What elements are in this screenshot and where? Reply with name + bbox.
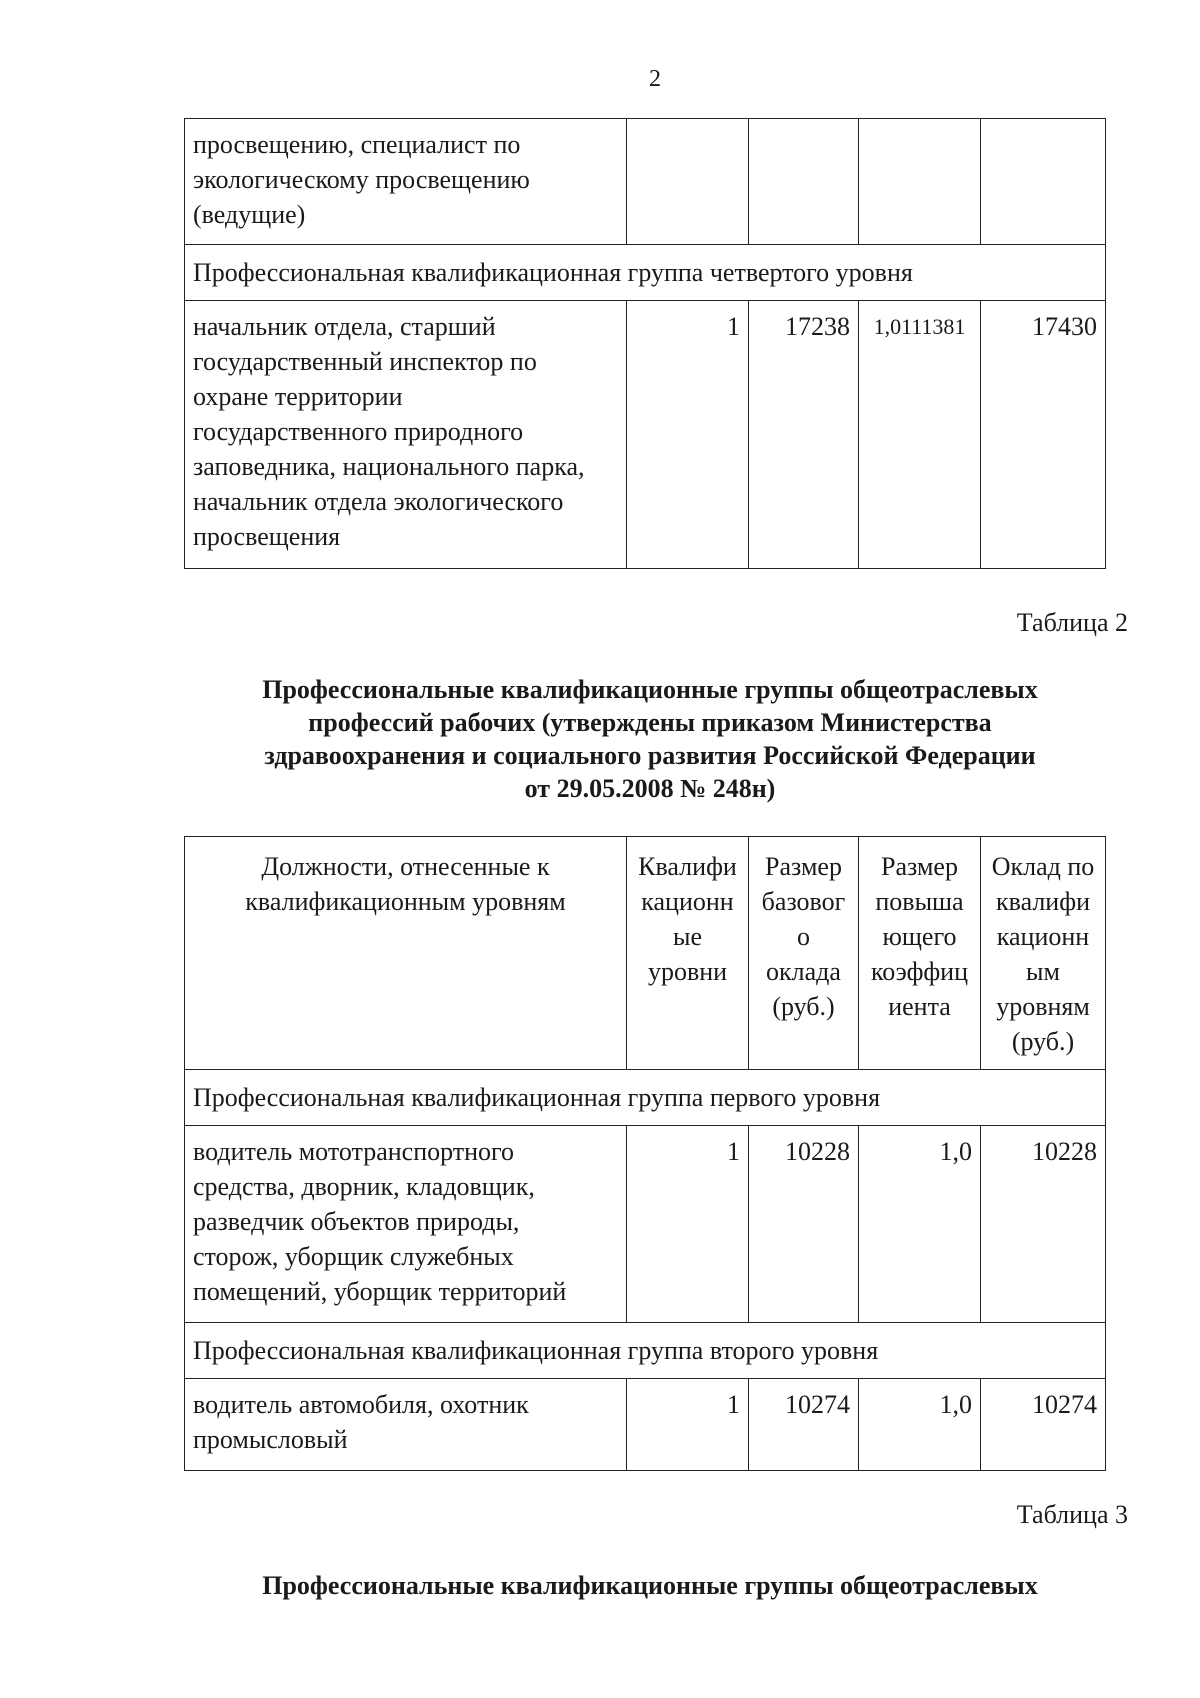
- level-cell: 1: [627, 1379, 749, 1471]
- salary-cell: 17430: [981, 301, 1106, 569]
- header-coefficient: Размер повыша ющего коэффиц иента: [859, 837, 981, 1070]
- level-cell: [627, 119, 749, 245]
- table-caption-2: Таблица 2: [1016, 608, 1128, 637]
- base-salary-cell: 17238: [749, 301, 859, 569]
- header-level: Квалифи кационн ые уровни: [627, 837, 749, 1070]
- table-row: [185, 119, 1106, 245]
- group-row: [185, 245, 1106, 301]
- coefficient-cell: 1,0: [859, 1126, 981, 1323]
- base-salary-cell: 10228: [749, 1126, 859, 1323]
- position-cell: водитель автомобиля, охотник промысловый: [185, 1379, 627, 1471]
- level-cell: 1: [627, 301, 749, 569]
- table-row: [185, 301, 1106, 569]
- position-cell: просвещению, специалист по экологическому просвещению (ведущие): [185, 119, 627, 245]
- group-row: [185, 1323, 1106, 1379]
- position-cell: водитель мототранспортного средства, дворник, кладовщик, разведчик объектов природы, сторож, уборщик служебных помещений, уборщик территорий: [185, 1126, 627, 1323]
- coefficient-cell: [859, 119, 981, 245]
- table-row: [185, 1126, 1106, 1323]
- salary-cell: [981, 119, 1106, 245]
- header-base-salary: Размер базовог о оклада (руб.): [749, 837, 859, 1070]
- table-title-2: Профессиональные квалификационные группы общеотраслевых профессий рабочих (утверждены приказом Министерства здравоохранения и социального развития Российской Федерации от 29.05.2008 № 248н): [262, 675, 1038, 803]
- table-row: [185, 1379, 1106, 1471]
- group-label: Профессиональная квалификационная группа четвертого уровня: [185, 245, 1106, 301]
- group-row: [185, 1070, 1106, 1126]
- base-salary-cell: 10274: [749, 1379, 859, 1471]
- coefficient-cell: 1,0111381: [859, 301, 981, 569]
- header-salary: Оклад по квалифи кационн ым уровням (руб.): [981, 837, 1106, 1070]
- salary-cell: 10274: [981, 1379, 1106, 1471]
- page-number: 2: [649, 66, 661, 92]
- position-cell: начальник отдела, старший государственный инспектор по охране территории государственного природного заповедника, национального парка, начальник отдела экологического просвещения: [185, 301, 627, 569]
- coefficient-cell: 1,0: [859, 1379, 981, 1471]
- salary-table-2: [184, 836, 1106, 1471]
- table-caption-3: Таблица 3: [1016, 1500, 1128, 1529]
- salary-table-1: [184, 118, 1106, 569]
- level-cell: 1: [627, 1126, 749, 1323]
- header-row: [185, 837, 1106, 1070]
- base-salary-cell: [749, 119, 859, 245]
- table-title-3: Профессиональные квалификационные группы общеотраслевых: [262, 1571, 1038, 1600]
- group-label: Профессиональная квалификационная группа первого уровня: [185, 1070, 1106, 1126]
- header-position: Должности, отнесенные к квалификационным уровням: [185, 837, 627, 1070]
- group-label: Профессиональная квалификационная группа второго уровня: [185, 1323, 1106, 1379]
- salary-cell: 10228: [981, 1126, 1106, 1323]
